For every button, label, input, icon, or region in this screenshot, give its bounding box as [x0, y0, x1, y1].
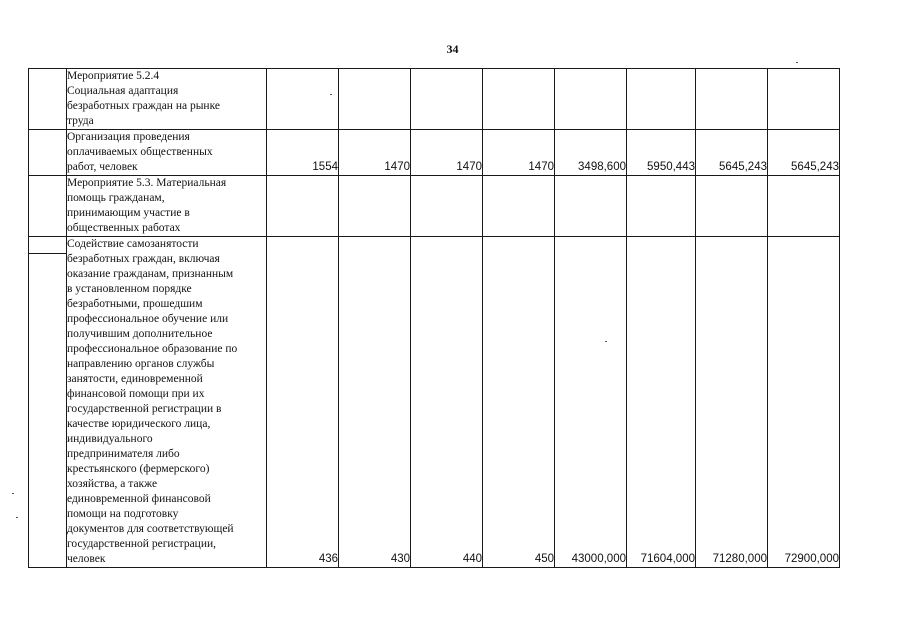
value-cell: [768, 176, 840, 237]
value-cell: 1554: [267, 130, 339, 176]
scan-speck: [12, 493, 14, 494]
page-number: 34: [446, 42, 459, 56]
value-cell: [627, 176, 696, 237]
row-description: Мероприятие 5.3. Материальная помощь гражданам, принимающим участие в общественных работах: [67, 176, 267, 237]
value-cell: [696, 69, 768, 130]
value-cell: [267, 69, 339, 130]
program-table: [28, 68, 840, 568]
value-cell: [339, 69, 411, 130]
value-cell: [555, 69, 627, 130]
value-cell: [411, 69, 483, 130]
row-index-cell: [29, 69, 67, 130]
value-cell: 1470: [483, 130, 555, 176]
table-row: [29, 176, 840, 237]
value-cell: 5950,443: [627, 130, 696, 176]
value-cell: 1470: [411, 130, 483, 176]
table-row: [29, 237, 840, 568]
row-description: Мероприятие 5.2.4 Социальная адаптация безработных граждан на рынке труда: [67, 69, 267, 130]
row-index-cell: [29, 176, 67, 237]
value-cell: 72900,000: [768, 237, 840, 568]
value-cell: [483, 69, 555, 130]
value-cell: 71280,000: [696, 237, 768, 568]
value-cell: [555, 176, 627, 237]
value-cell: 5645,243: [768, 130, 840, 176]
table-row: [29, 130, 840, 176]
value-cell: 436: [267, 237, 339, 568]
value-cell: [483, 176, 555, 237]
cell-divider: [29, 253, 66, 254]
value-cell: 450: [483, 237, 555, 568]
value-cell: 5645,243: [696, 130, 768, 176]
scan-speck: [330, 94, 332, 95]
row-description: Организация проведения оплачиваемых общественных работ, человек: [67, 130, 267, 176]
value-cell: 71604,000: [627, 237, 696, 568]
value-cell: [768, 69, 840, 130]
value-cell: 440: [411, 237, 483, 568]
value-cell: [411, 176, 483, 237]
value-cell: 3498,600: [555, 130, 627, 176]
value-cell: [339, 176, 411, 237]
value-cell: 430: [339, 237, 411, 568]
value-cell: [696, 176, 768, 237]
value-cell: 43000,000: [555, 237, 627, 568]
value-cell: [627, 69, 696, 130]
value-cell: 1470: [339, 130, 411, 176]
row-description: Содействие самозанятости безработных граждан, включая оказание гражданам, признанным в установленном порядке безработными, прошедшим профессиональное обучение или получившим дополнительное профессиональное образование по направлению органов службы занятости, единовременной финансовой помощи при их государственной регистрации в качестве юридического лица, индивидуального предпринимателя либо крестьянского (фермерского) хозяйства, а также единовременной финансовой помощи на подготовку документов для соответствующей государственной регистрации, человек: [67, 237, 267, 568]
row-index-cell: [29, 237, 67, 568]
scan-speck: [605, 341, 607, 342]
row-index-cell: [29, 130, 67, 176]
table-row: [29, 69, 840, 130]
value-cell: [267, 176, 339, 237]
scan-speck: [16, 517, 18, 518]
scan-speck: [796, 62, 798, 63]
